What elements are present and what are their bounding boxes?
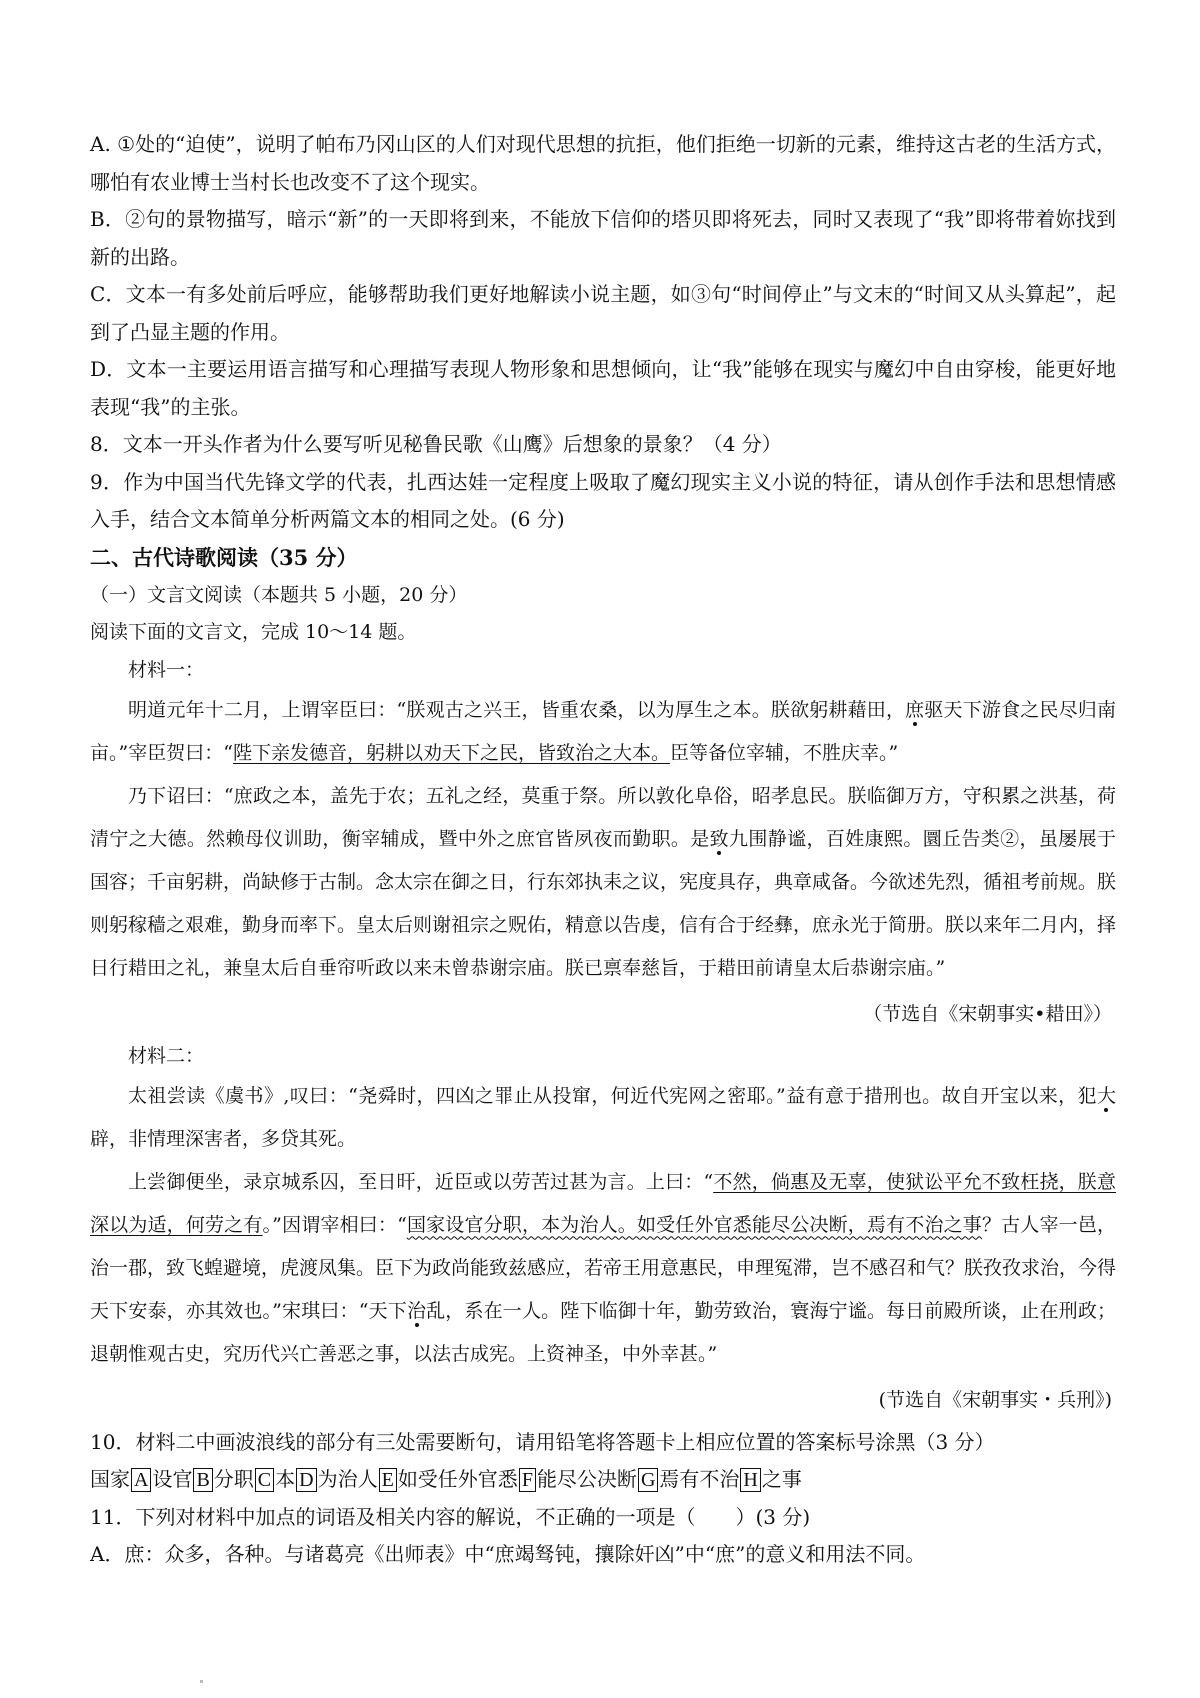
question-10: 10．材料二中画波浪线的部分有三处需要断句，请用铅笔将答题卡上相应位置的答案标号涂黑（3 分） xyxy=(90,1429,995,1454)
material-2-source: (节选自《宋朝事实・兵刑》) xyxy=(878,1388,1112,1411)
choice-box-h[interactable]: H xyxy=(740,1468,760,1492)
text-run: 乱，系在一人。陛下临御十年，勤劳致治，寰海宁谧。每日前殿所谈，止在刑政；退朝惟观古史，究历代兴亡善恶之事，以法古成宪。上资神圣，中外幸甚。” xyxy=(90,1299,1116,1365)
section-2-title: 二、古代诗歌阅读（35 分） xyxy=(90,544,358,570)
segment: 设官 xyxy=(152,1467,193,1491)
text-run: 上尝御便坐，录京城系囚，至日旰，近臣或以劳苦过甚为言。上曰：“ xyxy=(128,1170,714,1193)
segment: 为治人 xyxy=(317,1467,378,1491)
text-run: 太祖尝读《虞书》,叹曰：“尧舜时，四凶之罪止从投窜，何近代宪网之密耶。”益有意于措刑也。故自开宝以来，犯 xyxy=(128,1084,1097,1107)
segment: 能尽公决断 xyxy=(536,1467,637,1491)
q11-option-a: A．庶：众多，各种。与诸葛亮《出师表》中“庶竭驽钝，攘除奸凶”中“庶”的意义和用法不同。 xyxy=(90,1542,926,1566)
question-10-sentence xyxy=(90,1461,1116,1499)
dotted-word: 治 xyxy=(406,1299,427,1322)
material-1-paragraph-2 xyxy=(90,775,1116,990)
choice-box-b[interactable]: B xyxy=(193,1468,212,1492)
q7-option-c: C．文本一有多处前后呼应，能够帮助我们更好地解读小说主题，如③句“时间停止”与文末的“时间又从头算起”，起到了凸显主题的作用。 xyxy=(90,282,1116,344)
text-run: 明道元年十二月，上谓宰臣曰：“朕观古之兴王，皆重农桑，以为厚生之本。朕欲躬耕藉田， xyxy=(128,698,906,721)
text-run: 乃下诏曰：“庶政之本，盖先于农；五礼之经，莫重于祭。所以敦化阜俗，昭孝息民。朕临御万方，守积累之洪基，荷清宁之大德。然赖母仪训助，衡宰辅成，暨中外之庶官皆夙夜而勤职。是 xyxy=(90,784,1116,850)
text-run: 臣等备位宰辅，不胜庆幸。” xyxy=(669,741,899,764)
wavy-underlined-sentence: 国家设官分职，本为治人。如受任外官悉能尽公决断，焉有不治之事 xyxy=(406,1213,982,1236)
section-2-instruction: 阅读下面的文言文，完成 10～14 题。 xyxy=(90,621,417,643)
material-2-paragraph-2 xyxy=(90,1161,1116,1376)
q7-option-d: D．文本一主要运用语言描写和心理描写表现人物形象和思想倾向，让“我”能够在现实与魔幻中自由穿梭，能更好地表现“我”的主张。 xyxy=(90,357,1116,419)
segment: 如受任外官悉 xyxy=(397,1467,518,1491)
section-2-subtitle: （一）文言文阅读（本题共 5 小题，20 分） xyxy=(90,583,468,606)
segment: 国家 xyxy=(90,1467,130,1491)
q7-option-b: B．②句的景物描写，暗示“新”的一天即将到来，不能放下信仰的塔贝即将死去，同时又表现了“我”即将带着妳找到新的出路。 xyxy=(90,207,1116,269)
material-1-paragraph-1 xyxy=(90,689,1116,775)
material-2-label: 材料二： xyxy=(128,1044,205,1067)
text-run: 驱天下游食之民尽归南亩。”宰臣贺曰：“ xyxy=(90,698,1116,764)
choice-box-f[interactable]: F xyxy=(519,1468,536,1492)
underlined-sentence: 不然，倘惠及无辜，使狱讼平允不致枉挠，朕意深以为适，何劳之有 xyxy=(90,1170,1116,1236)
text-run: ？古人宰一邑，治一郡，致飞蝗避境，虎渡凤集。臣下为政尚能致兹感应，若帝王用意惠民，申理冤滞，岂不感召和气？朕孜孜求治，今得天下安泰，亦其效也。”宋琪曰：“天下 xyxy=(90,1213,1117,1322)
text-run: 九围静谧，百姓康熙。圜丘告类②，虽屡展于国容；千亩躬耕，尚缺修于古制。念太宗在御之日，行东郊执耒之议，宪度具存，典章咸备。今欲述先烈，循祖考前规。朕则躬稼穑之艰难，勤身而率下。皇太后则谢祖宗之贶佑，精意以告虔，信有合于经彝，庶永光于简册。朕以来年二月内，择日行耤田之礼，兼皇太后自垂帘听政以来未曾恭谢宗庙。朕已禀奉慈旨，于耤田前请皇太后恭谢宗庙。” xyxy=(90,827,1117,979)
choice-box-e[interactable]: E xyxy=(379,1468,397,1492)
choice-box-a[interactable]: A xyxy=(131,1468,151,1492)
segment: 本 xyxy=(275,1467,296,1491)
choice-box-g[interactable]: G xyxy=(638,1468,658,1492)
material-1-source: （节选自《宋朝事实•耤田》） xyxy=(863,1002,1112,1025)
text-run: 辟，非情理深害者，多贷其死。 xyxy=(90,1127,357,1150)
footer-mark xyxy=(200,1680,203,1683)
exam-page xyxy=(90,126,1116,1574)
question-9: 9．作为中国当代先锋文学的代表，扎西达娃一定程度上吸取了魔幻现实主义小说的特征，请从创作手法和思想情感入手，结合文本简单分析两篇文本的相同之处。(6 分) xyxy=(90,469,1116,531)
q7-option-a: A. ①处的“迫使”，说明了帕布乃冈山区的人们对现代思想的抗拒，他们拒绝一切新的元素，维持这古老的生活方式，哪怕有农业博士当村长也改变不了这个现实。 xyxy=(90,132,1116,194)
material-1-label: 材料一： xyxy=(128,658,205,681)
question-8: 8．文本一开头作者为什么要写听见秘鲁民歌《山鹰》后想象的景象？（4 分） xyxy=(90,432,782,456)
dotted-word: 致 xyxy=(709,827,730,850)
question-11: 11．下列对材料中加点的词语及相关内容的解说，不正确的一项是（ ）(3 分) xyxy=(90,1504,811,1529)
material-2-paragraph-1 xyxy=(90,1075,1116,1161)
underlined-sentence: 陛下亲发德音，躬耕以劝天下之民，皆致治之大本。 xyxy=(232,741,670,764)
segment: 焉有不治 xyxy=(659,1467,740,1491)
segment: 分职 xyxy=(213,1467,254,1491)
segment: 之事 xyxy=(761,1467,802,1491)
text-run: 。”因谓宰相曰：“ xyxy=(262,1213,407,1236)
dotted-word: 大 xyxy=(1096,1084,1116,1107)
choice-box-c[interactable]: C xyxy=(255,1468,274,1492)
dotted-word: 庶 xyxy=(905,698,925,721)
choice-box-d[interactable]: D xyxy=(296,1468,316,1492)
